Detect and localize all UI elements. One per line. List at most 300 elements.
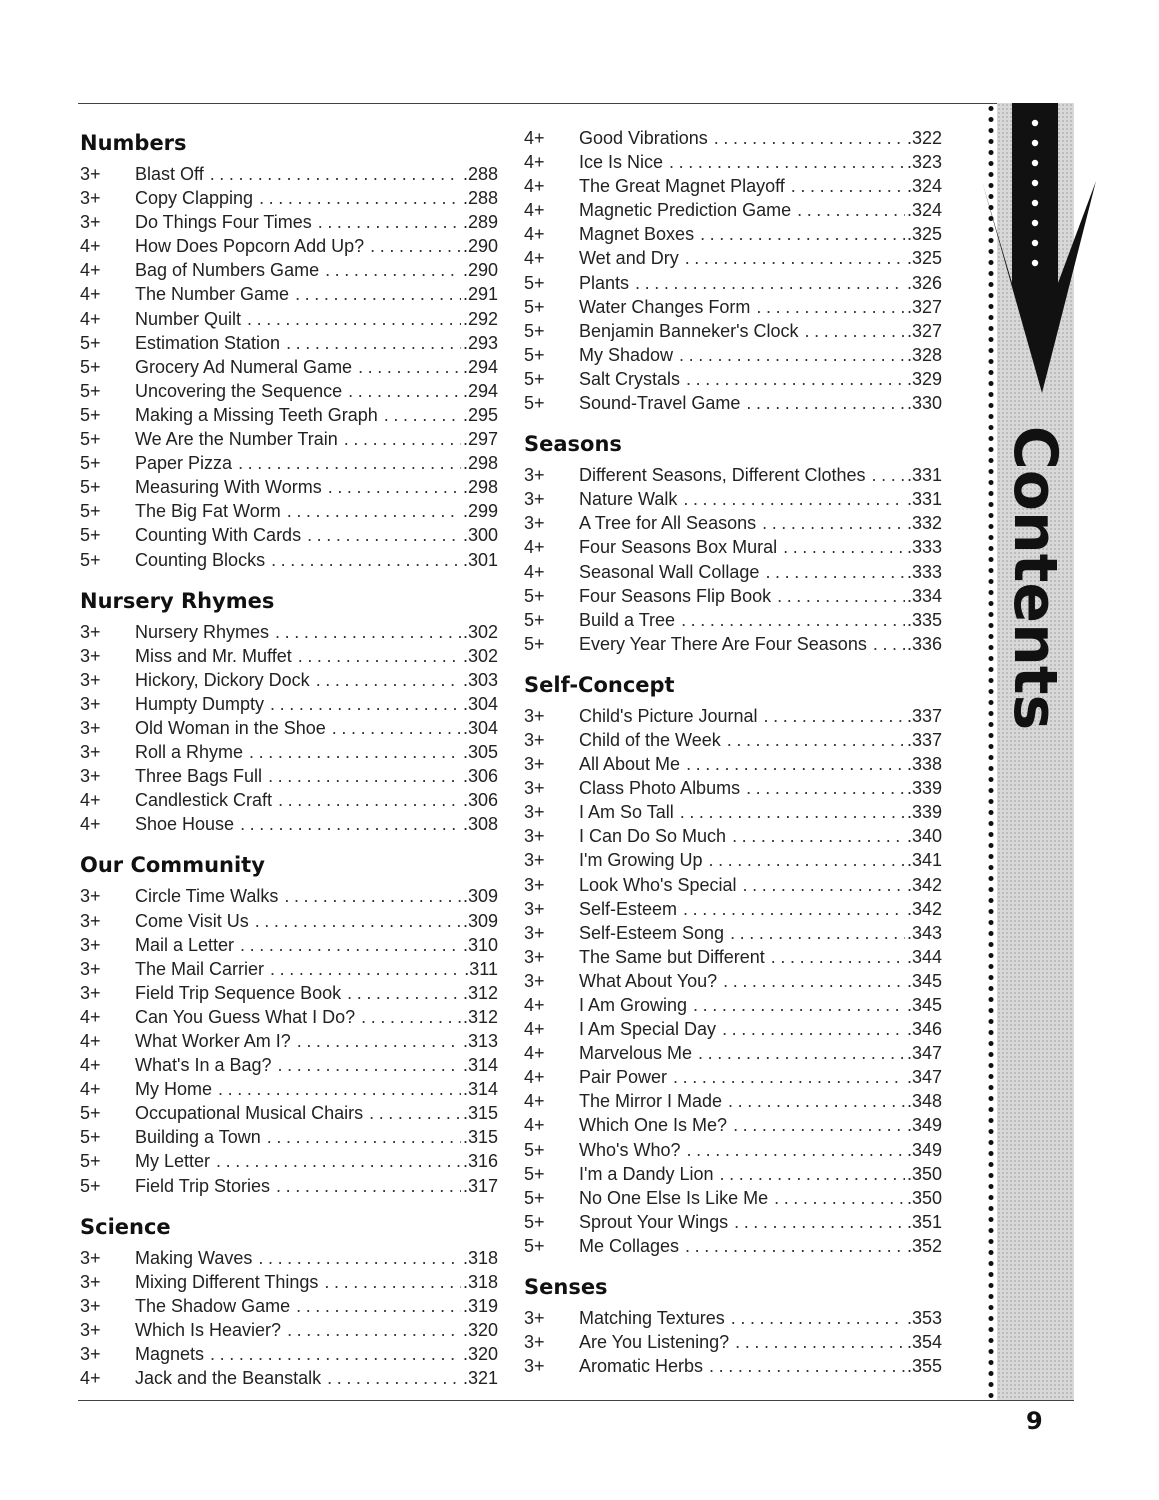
dot-leader — [693, 993, 905, 1017]
age-level: 3+ — [80, 669, 101, 690]
toc-entry — [524, 535, 942, 559]
entry-title: Build a Tree — [579, 609, 676, 630]
page-ref: .294 — [462, 356, 498, 377]
page-ref: .313 — [462, 1031, 498, 1051]
age-level: 3+ — [80, 742, 101, 763]
entry-title: Salt Crystals — [579, 368, 681, 389]
entry-list — [80, 620, 498, 837]
dot-leader — [278, 788, 461, 812]
toc-entry — [80, 981, 498, 1005]
toc-entry — [524, 295, 942, 319]
dot-leader — [361, 1005, 461, 1029]
dot-leader — [286, 331, 461, 355]
dot-leader — [708, 848, 904, 872]
dot-leader — [746, 391, 905, 415]
section-title: Numbers — [80, 131, 187, 155]
entry-title: Wet and Dry — [579, 248, 679, 269]
dot-leader — [328, 475, 461, 499]
age-level: 4+ — [80, 790, 101, 811]
age-level: 3+ — [80, 1271, 101, 1292]
entry-title: Come Visit Us — [135, 910, 249, 931]
page-ref: .324 — [906, 176, 942, 197]
toc-entry — [524, 1186, 942, 1210]
dot-leader — [730, 921, 905, 945]
entry-title: Benjamin Banneker's Clock — [579, 320, 799, 341]
toc-entry — [524, 1138, 942, 1162]
entry-title: I Can Do So Much — [579, 826, 727, 847]
page-ref: .320 — [462, 1344, 498, 1365]
toc-entry — [524, 921, 942, 945]
entry-title: Shoe House — [135, 814, 235, 835]
entry-title: Making Waves — [135, 1247, 253, 1268]
page-ref: .297 — [462, 429, 498, 450]
toc-entry — [80, 258, 498, 282]
entry-title: Who's Who? — [579, 1139, 681, 1160]
toc-entry — [524, 1041, 942, 1065]
age-level: 3+ — [80, 717, 101, 738]
age-level: 5+ — [524, 296, 545, 317]
section-title: Self-Concept — [524, 672, 675, 697]
age-level: 3+ — [80, 164, 101, 184]
toc-entry — [524, 222, 942, 246]
age-level: 4+ — [524, 1091, 545, 1112]
age-level: 3+ — [80, 621, 101, 642]
dot-leader — [348, 379, 461, 403]
age-level: 5+ — [524, 633, 545, 654]
dot-leader — [249, 740, 461, 764]
entry-title: Aromatic Herbs — [579, 1356, 704, 1377]
toc-entry — [80, 523, 498, 547]
age-level: 5+ — [524, 393, 545, 414]
page-ref: .355 — [906, 1356, 942, 1377]
page-ref: .290 — [462, 236, 498, 257]
page-ref: .337 — [906, 729, 942, 750]
age-level: 3+ — [524, 778, 545, 799]
entry-title: I'm a Dandy Lion — [579, 1163, 714, 1184]
toc-entry — [80, 427, 498, 451]
entry-title: We Are the Number Train — [135, 429, 338, 450]
section-title: Senses — [524, 1275, 608, 1300]
toc-entry — [80, 1294, 498, 1318]
page-ref: .345 — [906, 995, 942, 1015]
age-level: 3+ — [524, 705, 545, 726]
dot-leader — [271, 548, 461, 572]
entry-title: Do Things Four Times — [135, 212, 312, 233]
toc-entry — [524, 271, 942, 295]
age-level: 4+ — [524, 995, 545, 1015]
page-ref: .314 — [462, 1079, 498, 1100]
dot-leader — [316, 668, 461, 692]
dot-leader — [728, 1089, 905, 1113]
toc-entry — [524, 1065, 942, 1089]
page-ref: .331 — [906, 489, 942, 510]
toc-entry — [524, 752, 942, 776]
page-ref: .324 — [906, 200, 942, 221]
entry-title: Nursery Rhymes — [135, 621, 270, 642]
page-ref: .288 — [462, 188, 498, 209]
age-level: 5+ — [80, 429, 101, 450]
age-level: 3+ — [80, 886, 101, 907]
age-level: 3+ — [80, 188, 101, 209]
dot-leader — [384, 403, 461, 427]
page-ref: .339 — [906, 778, 942, 799]
toc-entry — [80, 1029, 498, 1053]
toc-entry — [524, 1234, 942, 1258]
dot-leader — [218, 1077, 461, 1101]
dot-leader — [276, 1174, 461, 1198]
toc-entry — [524, 1017, 942, 1041]
entry-list — [80, 1246, 498, 1391]
toc-entry — [80, 475, 498, 499]
entry-title: I Am Growing — [579, 995, 688, 1015]
entry-title: My Home — [135, 1079, 213, 1100]
toc-entry — [524, 560, 942, 584]
dot-leader — [686, 1138, 904, 1162]
entry-title: I Am Special Day — [579, 1019, 717, 1040]
toc-entry — [80, 186, 498, 210]
dot-leader — [746, 776, 905, 800]
dot-leader — [764, 704, 905, 728]
page-ref: .304 — [462, 693, 498, 714]
dot-leader — [267, 1125, 461, 1149]
toc-entry — [524, 174, 942, 198]
page-ref: .354 — [906, 1332, 942, 1353]
page-ref: .340 — [906, 826, 942, 847]
entry-title: Ice Is Nice — [579, 152, 664, 173]
dot-leader — [731, 1306, 905, 1330]
entry-title: Jack and the Beanstalk — [135, 1368, 322, 1389]
page-ref: .346 — [906, 1019, 942, 1040]
dot-leader — [325, 258, 461, 282]
age-level: 4+ — [80, 284, 101, 305]
dot-leader — [258, 1246, 461, 1270]
entry-title: Seasonal Wall Collage — [579, 561, 760, 582]
entry-title: Child's Picture Journal — [579, 705, 758, 726]
page-ref: .309 — [462, 886, 498, 907]
age-level: 3+ — [524, 729, 545, 750]
age-level: 3+ — [80, 766, 101, 787]
dot-leader — [805, 319, 905, 343]
age-level: 5+ — [80, 453, 101, 474]
entry-title: Copy Clapping — [135, 188, 254, 209]
page-ref: .299 — [462, 501, 498, 522]
toc-entry — [524, 1089, 942, 1113]
entry-title: Bag of Numbers Game — [135, 260, 320, 281]
toc-entry — [524, 632, 942, 656]
section-title: Our Community — [80, 853, 265, 878]
entry-title: Mixing Different Things — [135, 1271, 319, 1292]
dot-leader — [714, 126, 905, 150]
toc-section — [80, 1214, 498, 1391]
entry-title: Blast Off — [135, 164, 204, 184]
age-level: 5+ — [80, 1127, 101, 1148]
age-level: 5+ — [524, 1139, 545, 1160]
dot-leader — [347, 981, 461, 1005]
entry-title: Occupational Musical Chairs — [135, 1103, 364, 1124]
page-ref: .349 — [906, 1115, 942, 1136]
page-ref: .318 — [462, 1247, 498, 1268]
dot-leader — [298, 644, 461, 668]
age-level: 4+ — [524, 152, 545, 173]
entry-title: Look Who's Special — [579, 874, 737, 895]
page-ref: .315 — [462, 1103, 498, 1124]
entry-title: Magnets — [135, 1344, 205, 1365]
toc-entry — [80, 403, 498, 427]
toc-entry — [80, 957, 498, 981]
toc-entry — [80, 668, 498, 692]
toc-entry — [524, 897, 942, 921]
entry-title: My Letter — [135, 1151, 211, 1172]
page-ref: .315 — [462, 1127, 498, 1148]
entry-title: Four Seasons Flip Book — [579, 585, 772, 606]
entry-title: Magnetic Prediction Game — [579, 200, 792, 221]
page-ref: .350 — [906, 1163, 942, 1184]
page-ref: .294 — [462, 380, 498, 401]
entry-title: Field Trip Sequence Book — [135, 982, 342, 1003]
page-ref: .290 — [462, 260, 498, 281]
dot-leader — [765, 560, 905, 584]
page-ref: .323 — [906, 152, 942, 173]
down-arrow-icon — [982, 103, 1098, 433]
age-level: 3+ — [524, 1356, 545, 1377]
age-level: 4+ — [524, 248, 545, 269]
toc-entry — [524, 463, 942, 487]
page-ref: .298 — [462, 477, 498, 498]
dot-leader — [733, 1113, 905, 1137]
entry-title: Three Bags Full — [135, 766, 263, 787]
toc-entry — [80, 740, 498, 764]
entry-title: The Great Magnet Playoff — [579, 176, 785, 197]
page-ref: .349 — [906, 1139, 942, 1160]
age-level: 5+ — [524, 344, 545, 365]
entry-list — [524, 126, 942, 415]
entry-title: The Number Game — [135, 284, 290, 305]
entry-title: Self-Esteem Song — [579, 922, 725, 943]
toc-entry — [524, 824, 942, 848]
toc-entry — [524, 873, 942, 897]
age-level: 5+ — [524, 320, 545, 341]
toc-entry — [524, 776, 942, 800]
age-level: 5+ — [524, 368, 545, 389]
page-ref: .342 — [906, 874, 942, 895]
age-level: 5+ — [524, 1187, 545, 1208]
dot-leader — [216, 1149, 461, 1173]
dot-leader — [709, 1354, 905, 1378]
toc-entry — [524, 608, 942, 632]
dot-leader — [873, 632, 905, 656]
age-level: 4+ — [80, 1368, 101, 1389]
entry-list — [524, 463, 942, 656]
toc-entry — [80, 1342, 498, 1366]
entry-list — [80, 162, 498, 572]
toc-entry — [80, 788, 498, 812]
dot-leader — [287, 1318, 461, 1342]
toc-entry — [524, 1330, 942, 1354]
toc-entry — [524, 511, 942, 535]
page-ref: .311 — [464, 958, 498, 979]
entry-title: The Same but Different — [579, 946, 765, 967]
page-ref: .304 — [462, 717, 498, 738]
toc-column-left — [80, 126, 498, 1390]
dot-leader — [679, 343, 905, 367]
entry-title: Pair Power — [579, 1067, 668, 1088]
entry-title: Sound-Travel Game — [579, 393, 741, 414]
toc-entry — [80, 548, 498, 572]
toc-entry — [80, 355, 498, 379]
dot-leader — [210, 1342, 461, 1366]
entry-title: What's In a Bag? — [135, 1055, 272, 1076]
toc-entry — [524, 1113, 942, 1137]
age-level: 3+ — [524, 922, 545, 943]
age-level: 3+ — [80, 212, 101, 233]
toc-entry — [80, 933, 498, 957]
dot-leader — [332, 716, 461, 740]
age-level: 4+ — [80, 308, 101, 329]
page-ref: .318 — [462, 1271, 498, 1292]
dot-leader — [700, 222, 905, 246]
dot-leader — [762, 511, 905, 535]
age-level: 4+ — [524, 1043, 545, 1064]
age-level: 3+ — [524, 874, 545, 895]
page-ref: .347 — [906, 1043, 942, 1064]
toc-entry — [80, 1149, 498, 1173]
page-ref: .317 — [462, 1175, 498, 1196]
entry-title: Uncovering the Sequence — [135, 380, 343, 401]
page-number: 9 — [1026, 1407, 1043, 1435]
page-ref: .336 — [906, 633, 942, 654]
entry-title: Grocery Ad Numeral Game — [135, 356, 353, 377]
page-ref: .329 — [906, 368, 942, 389]
dot-leader — [295, 282, 461, 306]
entry-list — [80, 884, 498, 1197]
age-level: 5+ — [524, 1211, 545, 1232]
page-ref: .302 — [462, 621, 498, 642]
page-ref: .293 — [462, 332, 498, 353]
entry-title: Counting Blocks — [135, 549, 266, 570]
toc-entry — [80, 499, 498, 523]
toc-section — [524, 431, 942, 656]
page-ref: .302 — [462, 645, 498, 666]
toc-entry — [80, 1125, 498, 1149]
dot-leader — [240, 812, 461, 836]
page-ref: .345 — [906, 970, 942, 991]
age-level: 3+ — [80, 1295, 101, 1316]
toc-entry — [80, 764, 498, 788]
age-level: 4+ — [80, 236, 101, 257]
dot-leader — [698, 1041, 905, 1065]
age-level: 4+ — [524, 224, 545, 245]
dot-leader — [344, 427, 461, 451]
age-level: 5+ — [524, 609, 545, 630]
entry-title: I Am So Tall — [579, 802, 674, 823]
page-ref: .327 — [906, 320, 942, 341]
dot-leader — [756, 295, 905, 319]
page-ref: .320 — [462, 1319, 498, 1340]
page-ref: .288 — [462, 164, 498, 184]
dot-leader — [238, 451, 461, 475]
page-ref: .343 — [906, 922, 942, 943]
dot-leader — [686, 752, 905, 776]
dot-leader — [774, 1186, 905, 1210]
dot-leader — [722, 1017, 905, 1041]
toc-entry — [80, 331, 498, 355]
entry-title: Old Woman in the Shoe — [135, 717, 326, 738]
dot-leader — [318, 210, 461, 234]
toc-entry — [524, 945, 942, 969]
entry-title: Humpty Dumpty — [135, 693, 265, 714]
age-level: 3+ — [524, 946, 545, 967]
page-ref: .310 — [462, 934, 498, 955]
page-ref: .339 — [906, 802, 942, 823]
entry-title: Which One Is Me? — [579, 1115, 728, 1136]
toc-section — [80, 852, 498, 1197]
page-ref: .308 — [462, 814, 498, 835]
entry-title: What Worker Am I? — [135, 1031, 291, 1051]
toc-entry — [80, 716, 498, 740]
age-level: 3+ — [524, 513, 545, 534]
toc-section — [524, 126, 942, 415]
dot-leader — [669, 150, 905, 174]
toc-entry — [524, 969, 942, 993]
entry-title: Four Seasons Box Mural — [579, 537, 778, 558]
entry-title: Number Quilt — [135, 308, 242, 329]
entry-title: I'm Growing Up — [579, 850, 703, 871]
dot-leader — [240, 933, 461, 957]
dot-leader — [685, 1234, 905, 1258]
age-level: 4+ — [80, 814, 101, 835]
age-level: 5+ — [80, 1103, 101, 1124]
dot-leader — [296, 1294, 461, 1318]
page-ref: .333 — [906, 537, 942, 558]
entry-title: Me Collages — [579, 1235, 680, 1256]
dot-leader — [358, 355, 461, 379]
page-ref: .319 — [462, 1295, 498, 1316]
toc-column-right — [524, 126, 942, 1378]
dot-leader — [777, 584, 905, 608]
entry-title: How Does Popcorn Add Up? — [135, 236, 365, 257]
entry-title: What About You? — [579, 970, 718, 991]
page-ref: .347 — [906, 1067, 942, 1088]
entry-title: Candlestick Craft — [135, 790, 273, 811]
toc-entry — [80, 909, 498, 933]
dot-leader — [771, 945, 905, 969]
dot-leader — [635, 271, 905, 295]
age-level: 5+ — [80, 549, 101, 570]
entry-title: Mail a Letter — [135, 934, 235, 955]
page-ref: .352 — [906, 1235, 942, 1256]
entry-title: The Mail Carrier — [135, 958, 265, 979]
dot-leader — [735, 1330, 905, 1354]
age-level: 5+ — [80, 380, 101, 401]
entry-list — [524, 704, 942, 1258]
dot-leader — [210, 162, 461, 186]
toc-entry — [80, 282, 498, 306]
dot-leader — [686, 367, 905, 391]
dot-leader — [270, 957, 462, 981]
entry-title: Roll a Rhyme — [135, 742, 244, 763]
entry-title: Class Photo Albums — [579, 778, 741, 799]
section-title: Nursery Rhymes — [80, 588, 275, 613]
entry-title: Plants — [579, 272, 630, 293]
page-ref: .292 — [462, 308, 498, 329]
entry-title: Child of the Week — [579, 729, 721, 750]
entry-title: The Shadow Game — [135, 1295, 291, 1316]
age-level: 5+ — [80, 1151, 101, 1172]
toc-entry — [524, 584, 942, 608]
toc-entry — [524, 800, 942, 824]
toc-entry — [524, 367, 942, 391]
age-level: 3+ — [80, 934, 101, 955]
